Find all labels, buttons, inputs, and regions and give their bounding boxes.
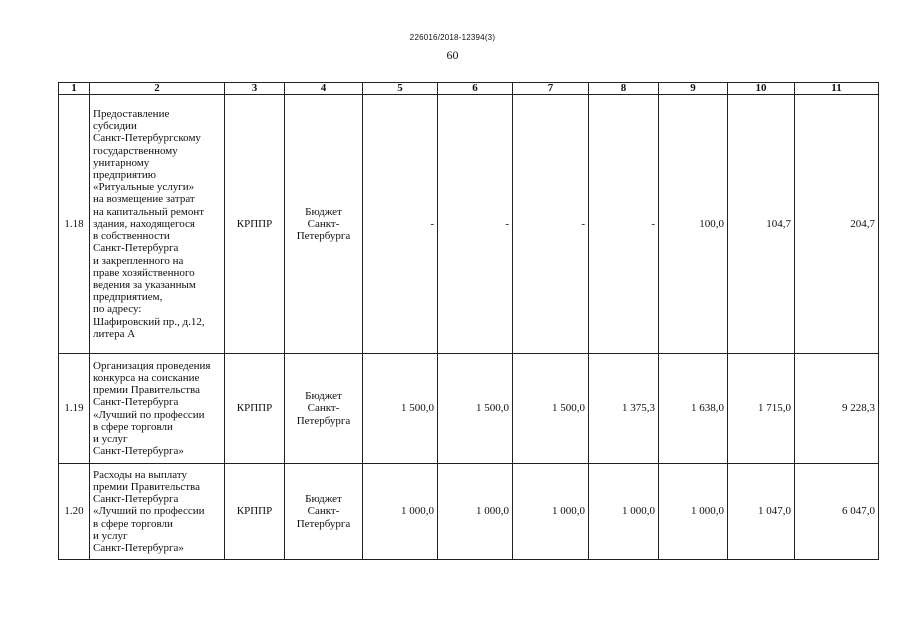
row-total: 204,7 [795,95,879,354]
text-line: Санкт- [307,505,340,518]
table-row [59,95,879,354]
column-header: 8 [589,83,659,95]
table-row [59,354,879,464]
text-line: и услуг [93,529,128,542]
row-value: 1 000,0 [659,464,728,560]
column-header: 5 [363,83,438,95]
text-line: Санкт-Петербурга [93,242,179,255]
row-value: 1 500,0 [438,354,513,464]
text-line: Санкт- [307,217,340,230]
row-value: - [513,95,589,354]
header-row [59,83,879,95]
row-value: - [589,95,659,354]
text-line: и закрепленного на [93,254,184,267]
text-line: Петербурга [296,517,351,530]
text-line: Шафировский пр., д.12, [93,315,205,328]
text-line: Санкт-Петербургскому [93,132,201,145]
text-line: ведения за указанным [93,278,196,291]
row-funding-source [285,95,363,354]
text-line: Бюджет [305,205,342,218]
text-line: Санкт-Петербурга [93,396,179,409]
row-executor: КРППР [225,95,285,354]
column-header: 7 [513,83,589,95]
row-description [90,354,225,464]
text-line: премии Правительства [93,384,200,397]
text-line: Санкт-Петербурга» [93,445,184,458]
row-executor: КРППР [225,464,285,560]
text-line: литера А [93,327,136,340]
row-number: 1.20 [59,464,90,560]
text-line: субсидии [93,120,137,133]
row-value: - [438,95,513,354]
text-line: премии Правительства [93,480,200,493]
text-line: праве хозяйственного [93,266,195,279]
table-row [59,464,879,560]
row-value: - [363,95,438,354]
text-line: Организация проведения [93,359,211,372]
column-header: 2 [90,83,225,95]
text-line: «Лучший по профессии [93,408,205,421]
row-value: 1 638,0 [659,354,728,464]
row-value: 1 000,0 [363,464,438,560]
budget-table [58,82,879,560]
row-number: 1.19 [59,354,90,464]
text-line: на возмещение затрат [93,193,195,206]
row-value: 1 000,0 [513,464,589,560]
text-line: по адресу: [93,303,142,316]
text-line: Санкт- [307,402,340,415]
text-line: предприятию [93,169,156,182]
text-line: Расходы на выплату [93,468,187,481]
row-value: 1 500,0 [363,354,438,464]
text-line: «Лучший по профессии [93,505,205,518]
column-header: 6 [438,83,513,95]
text-line: Санкт-Петербурга [93,493,179,506]
text-line: в сфере торговли [93,517,173,530]
column-header: 10 [728,83,795,95]
text-line: в сфере торговли [93,420,173,433]
text-line: Предоставление [93,108,170,121]
text-line: на капитальный ремонт [93,205,205,218]
text-line: Бюджет [305,493,342,506]
row-value: 100,0 [659,95,728,354]
row-value: 1 000,0 [438,464,513,560]
text-line: «Ритуальные услуги» [93,181,195,194]
text-line: Петербурга [296,414,351,427]
row-description [90,95,225,354]
column-header: 4 [285,83,363,95]
column-header: 3 [225,83,285,95]
column-header: 11 [795,83,879,95]
text-line: и услуг [93,432,128,445]
row-value: 1 000,0 [589,464,659,560]
text-line: предприятием, [93,291,163,304]
text-line: государственному [93,144,178,157]
row-value: 1 375,3 [589,354,659,464]
text-line: Петербурга [296,230,351,243]
column-header: 9 [659,83,728,95]
text-line: Бюджет [305,390,342,403]
text-line: Санкт-Петербурга» [93,542,184,554]
row-value: 104,7 [728,95,795,354]
row-description [90,464,225,560]
text-line: здания, находящегося [93,217,195,230]
page-number: 60 [446,48,459,62]
row-total: 6 047,0 [795,464,879,560]
text-line: конкурса на соискание [93,371,200,384]
row-value: 1 500,0 [513,354,589,464]
document-id: 226016/2018-12394(3) [409,33,496,42]
text-line: в собственности [93,230,170,243]
row-total: 9 228,3 [795,354,879,464]
row-value: 1 047,0 [728,464,795,560]
row-funding-source [285,464,363,560]
row-funding-source [285,354,363,464]
column-header: 1 [59,83,90,95]
row-executor: КРППР [225,354,285,464]
row-value: 1 715,0 [728,354,795,464]
row-number: 1.18 [59,95,90,354]
text-line: унитарному [93,156,150,169]
